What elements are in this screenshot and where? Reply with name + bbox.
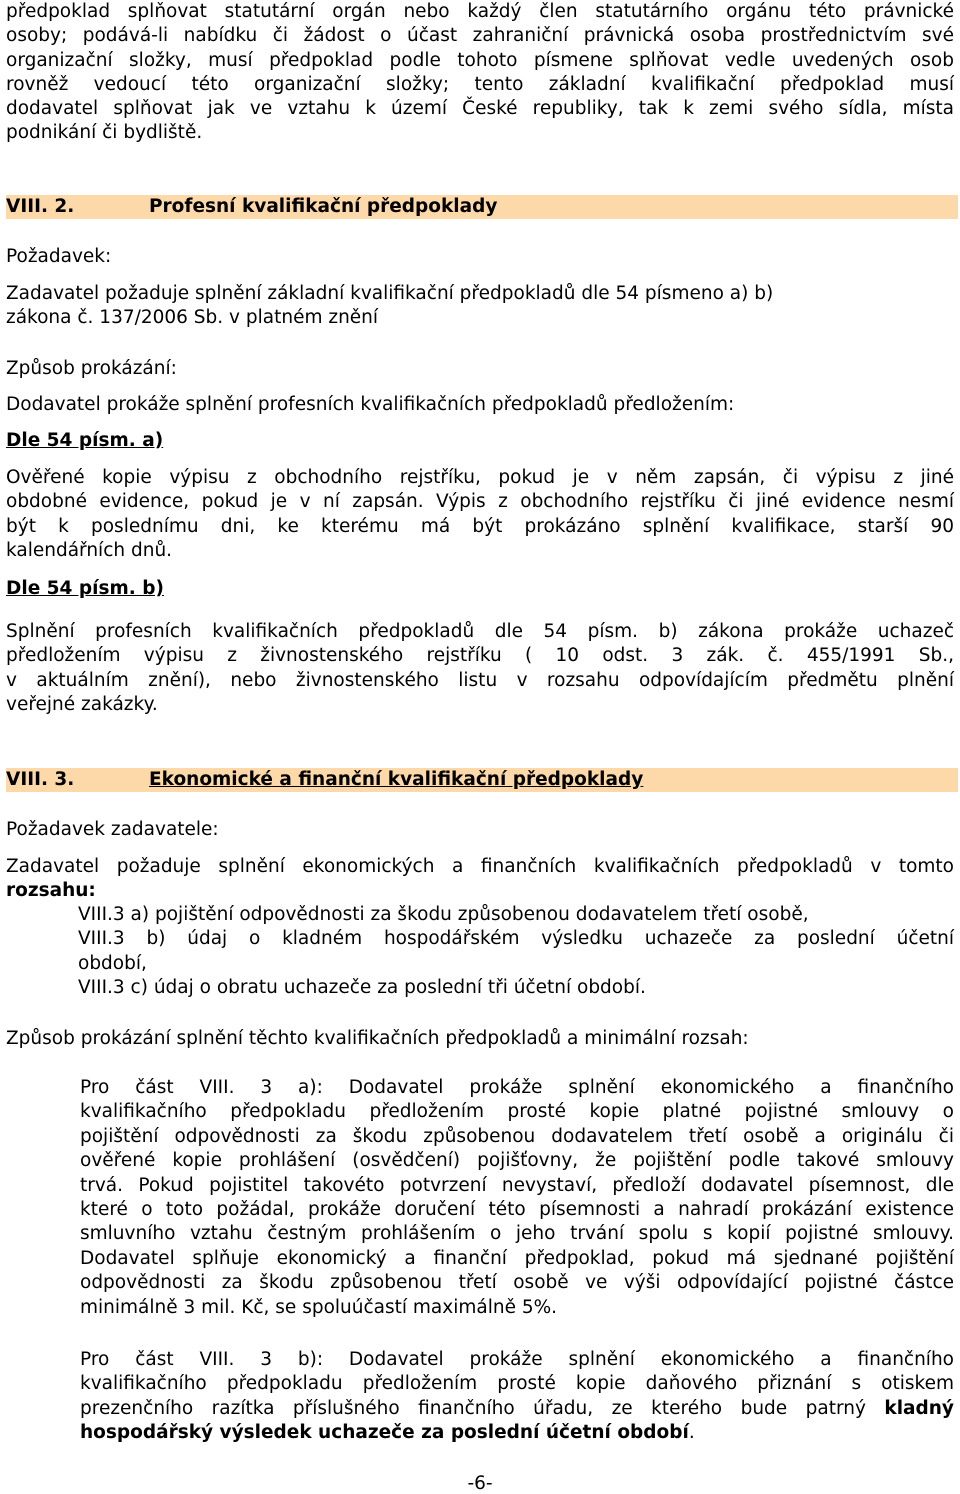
intro-paragraph: [6, 0, 954, 146]
text-line: kvalifikačního předpokladu předložením prosté kopie daňového přiznání s otiskem: [80, 1373, 954, 1395]
list-item: období,: [78, 952, 147, 974]
text-line: předpoklad splňovat statutární orgán nebo každý člen statutárního orgánu této právnické: [6, 1, 954, 22]
text-line: kalendářních dnů.: [6, 539, 173, 561]
text-line: být k poslednímu dni, ke kterému má být prokázáno splnění kvalifikace, starší 90: [6, 515, 954, 537]
list-item: VIII.3 b) údaj o kladném hospodářském výsledku uchazeče za poslední účetní: [78, 928, 954, 950]
section-title: Ekonomické a finanční kvalifikační předpoklady: [149, 769, 644, 790]
text-fragment: .: [688, 1422, 695, 1444]
text-line: minimálně 3 mil. Kč, se spoluúčastí maximálně 5%.: [80, 1296, 558, 1318]
page-number: -6-: [467, 1473, 493, 1494]
text-line: Pro část VIII. 3 b): Dodavatel prokáže splnění ekonomického a finančního: [80, 1349, 954, 1370]
text-line: Zadavatel požaduje splnění ekonomických a finančních kvalifikačních předpokladů v tomto: [6, 856, 954, 877]
text-line: ověřené kopie prohlášení (osvědčení) pojišťovny, že pojištění podle takové smlouvy: [80, 1150, 954, 1172]
bold-fragment: hospodářský výsledek uchazeče za poslední účetní období: [80, 1422, 689, 1444]
text-line: Ověřené kopie výpisu z obchodního rejstříku, pokud je v něm zapsán, či výpisu z jiné: [6, 467, 954, 488]
text-line: dodavatel splňovat jak ve vztahu k území České republiky, tak k zemi svého sídla, místa: [6, 98, 954, 120]
section-number: VIII. 3.: [6, 769, 75, 790]
section-title: Profesní kvalifikační předpoklady: [149, 196, 498, 217]
text-line: kvalifikačního předpokladu předložením prosté kopie platné pojistné smlouvy o: [80, 1101, 954, 1123]
bold-fragment: kladný: [884, 1397, 954, 1419]
text-line: rovněž vedoucí této organizační složky; tento základní kvalifikační předpoklad musí: [6, 73, 954, 95]
text-line: obdobné evidence, pokud je v ní zapsán. Výpis z obchodního rejstříku či jiné evidence nesmí: [6, 491, 954, 513]
list-item: VIII.3 c) údaj o obratu uchazeče za poslední tři účetní období.: [78, 976, 646, 998]
section-heading-viii-3: [6, 768, 958, 792]
requirement-paragraph: [6, 282, 954, 331]
text-line: odpovědnosti za škodu způsobenou třetí osobě ve výši odpovídající pojistné částce: [80, 1272, 954, 1294]
requirement-label: Požadavek zadavatele:: [6, 819, 219, 840]
text-line: Dodavatel splňuje ekonomický a finanční předpoklad, pokud má sjednané pojištění: [80, 1247, 954, 1269]
text-line: zákona č. 137/2006 Sb. v platném znění: [6, 307, 379, 329]
part-a-paragraph: [80, 1076, 954, 1320]
text-line: Splnění profesních kvalifikačních předpokladů dle 54 písm. b) zákona prokáže uchazeč: [6, 621, 954, 642]
part-b-paragraph: [80, 1348, 954, 1446]
text-line: organizační složky, musí předpoklad podle tohoto písmene splňovat vedle uvedených osob: [6, 49, 954, 71]
text-line: [80, 1421, 954, 1445]
text-line: [80, 1397, 954, 1421]
item-b-heading: Dle 54 písm. b): [6, 578, 164, 599]
text-line: trvá. Pokud pojistitel takovéto potvrzení nevystaví, předloží dodavatel písemnost, dle: [80, 1174, 954, 1196]
requirement-label: Požadavek:: [6, 246, 112, 267]
proof-label: Způsob prokázání splnění těchto kvalifikačních předpokladů a minimální rozsah:: [6, 1028, 749, 1049]
text-line: Zadavatel požaduje splnění základní kvalifikační předpokladů dle 54 písmeno a) b): [6, 283, 774, 304]
item-a-paragraph: [6, 466, 954, 563]
proof-intro: Dodavatel prokáže splnění profesních kvalifikačních předpokladů předložením:: [6, 394, 735, 415]
item-b-paragraph: [6, 620, 954, 717]
item-a-heading: Dle 54 písm. a): [6, 430, 164, 451]
text-line: Pro část VIII. 3 a): Dodavatel prokáže splnění ekonomického a finančního: [80, 1077, 954, 1098]
text-line: které o toto požádal, prokáže doručení této písemnosti a nahradí prokázání existence: [80, 1199, 954, 1221]
requirement-items: [78, 903, 954, 1000]
proof-label: Způsob prokázání:: [6, 358, 177, 379]
requirement-paragraph: [6, 855, 954, 904]
section-number: VIII. 2.: [6, 196, 75, 217]
text-line: předložením výpisu z živnostenského rejstříku ( 10 odst. 3 zák. č. 455/1991 Sb.,: [6, 645, 954, 667]
text-line: veřejné zakázky.: [6, 693, 158, 715]
list-item: VIII.3 a) pojištění odpovědnosti za škodu způsobenou dodavatelem třetí osobě,: [78, 904, 809, 925]
text-line: rozsahu:: [6, 880, 96, 902]
section-heading-viii-2: [6, 195, 958, 219]
text-line: smluvního vztahu čestným prohlášením o jeho trvání spolu s kopií pojistné smlouvy.: [80, 1223, 954, 1245]
text-fragment: prezenčního razítka příslušného finančního úřadu, ze kterého bude patrný: [80, 1397, 866, 1419]
text-line: pojištění odpovědnosti za škodu způsobenou dodavatelem třetí osobě a originálu či: [80, 1125, 954, 1147]
text-line: v aktuálním znění), nebo živnostenského listu v rozsahu odpovídajícím předmětu plnění: [6, 669, 954, 691]
text-line: podnikání či bydliště.: [6, 122, 203, 144]
text-line: osoby; podává-li nabídku či žádost o účast zahraniční právnická osoba prostřednictvím své: [6, 25, 954, 47]
